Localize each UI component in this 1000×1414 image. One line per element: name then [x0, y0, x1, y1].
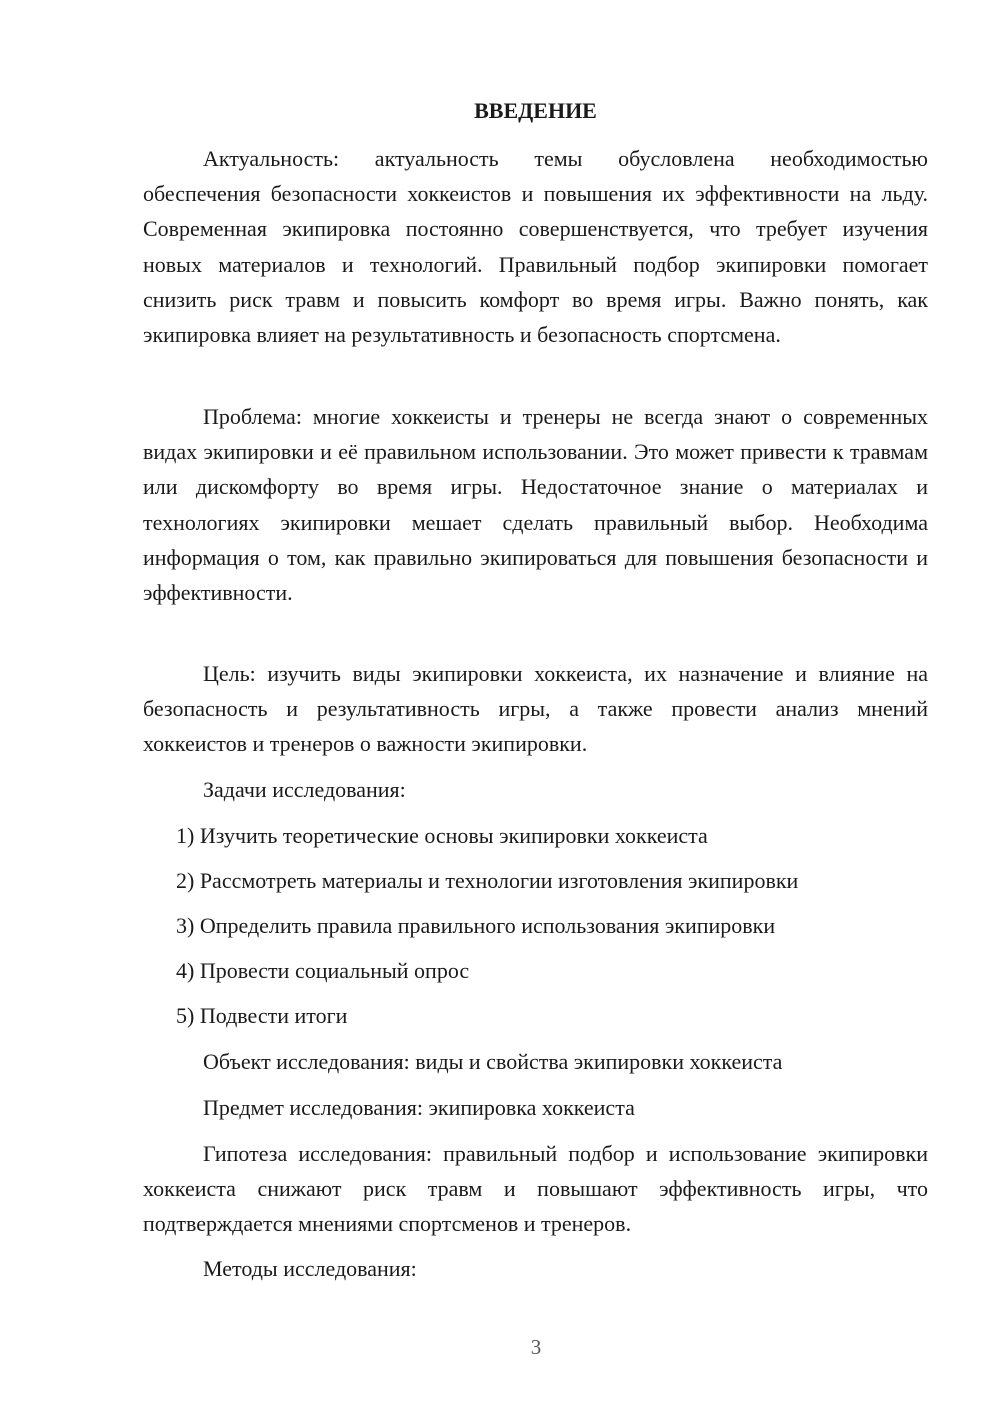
hypothesis-paragraph: Гипотеза исследования: правильный подбор и использование экипировки хоккеиста снижают риск травм и повышают эффективность игры, что подтверждается мнениями спортсменов и тренеров. — [143, 1141, 928, 1237]
page-number: 3 — [530, 1335, 542, 1359]
task-item-1: 1) Изучить теоретические основы экипировки хоккеиста — [176, 823, 708, 848]
relevance-paragraph: Актуальность: актуальность темы обусловлена необходимостью обеспечения безопасности хоккеистов и повышения их эффективности на льду. Современная экипировка постоянно совершенствуется, что требует изучения новых материалов и технологий. Правильный подбор экипировки помогает снизить риск травм и повысить комфорт во время игры. Важно понять, как экипировка влияет на результативность и безопасность спортсмена. — [143, 146, 928, 348]
problem-paragraph: Проблема: многие хоккеисты и тренеры не всегда знают о современных видах экипировки и её правильном использовании. Это может привести к травмам или дискомфорту во время игры. Недостаточное знание о материалах и технологиях экипировки мешает сделать правильный выбор. Необходима информация о том, как правильно экипироваться для повышения безопасности и эффективности. — [143, 404, 928, 606]
goal-paragraph: Цель: изучить виды экипировки хоккеиста, их назначение и влияние на безопасность и результативность игры, а также провести анализ мнений хоккеистов и тренеров о важности экипировки. — [143, 661, 928, 757]
research-subject: Предмет исследования: экипировка хоккеиста — [203, 1095, 635, 1120]
research-object: Объект исследования: виды и свойства экипировки хоккеиста — [203, 1049, 783, 1074]
tasks-title: Задачи исследования: — [203, 777, 406, 802]
task-item-5: 5) Подвести итоги — [176, 1003, 348, 1028]
task-item-2: 2) Рассмотреть материалы и технологии изготовления экипировки — [176, 868, 799, 893]
task-item-3: 3) Определить правила правильного использования экипировки — [176, 913, 776, 938]
methods-title: Методы исследования: — [203, 1256, 417, 1281]
task-item-4: 4) Провести социальный опрос — [176, 958, 470, 983]
page-title: ВВЕДЕНИЕ — [474, 98, 597, 123]
